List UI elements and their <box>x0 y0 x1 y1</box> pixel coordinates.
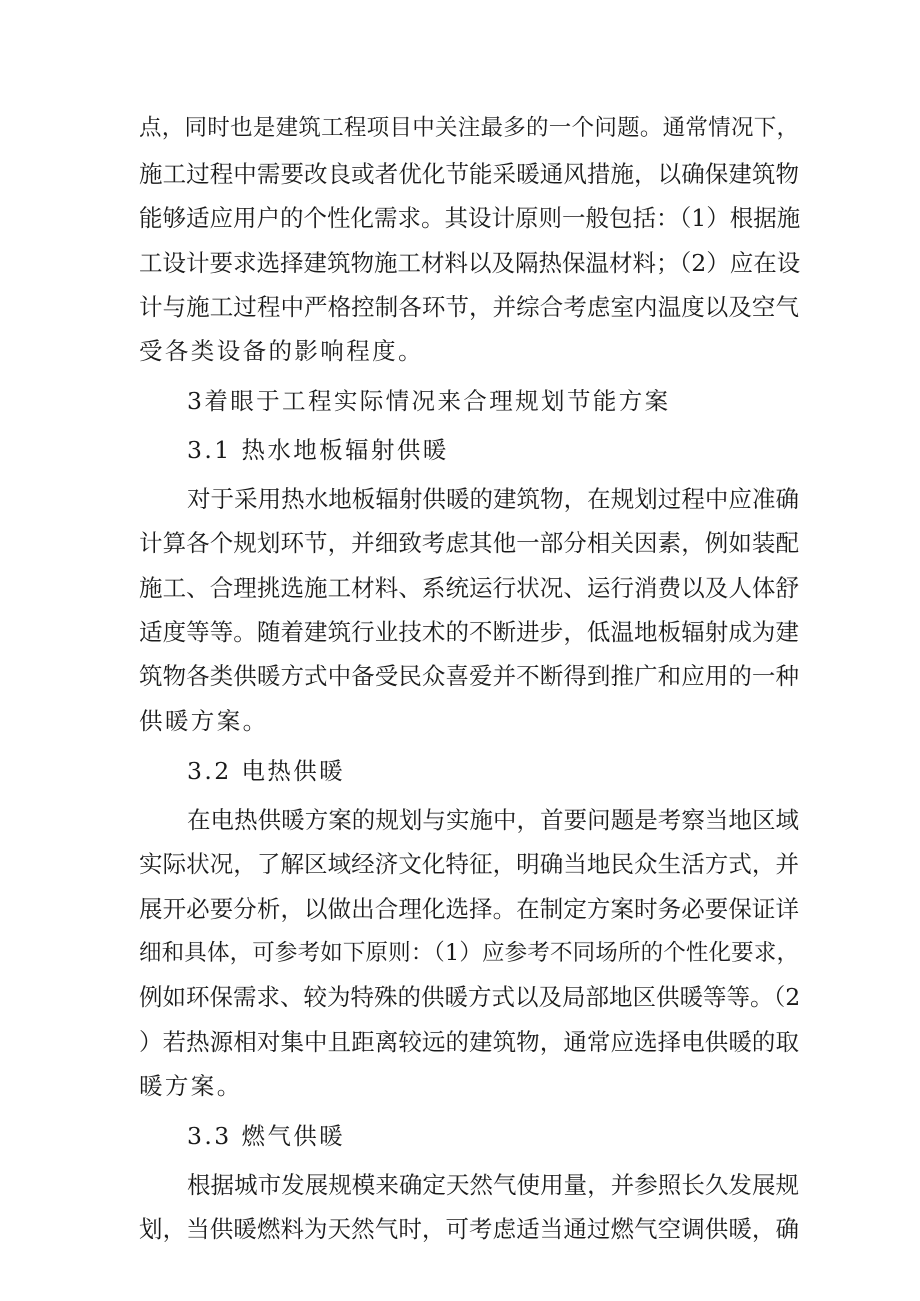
text-line: 工设计要求选择建筑物施工材料以及隔热保温材料；（2）应在设 <box>139 249 801 277</box>
text-line: 展开必要分析，以做出合理化选择。在制定方案时务必要保证详 <box>139 895 799 923</box>
text-line: 能够适应用户的个性化需求。其设计原则一般包括：（1）根据施 <box>139 204 801 232</box>
text-line: 适度等等。随着建筑行业技术的不断进步，低温地板辐射成为建 <box>139 618 799 646</box>
text-line: 点，同时也是建筑工程项目中关注最多的一个问题。通常情况下， <box>139 115 799 141</box>
text-line: 计与施工过程中严格控制各环节，并综合考虑室内温度以及空气 <box>139 293 799 321</box>
text-line: 实际状况，了解区域经济文化特征，明确当地民众生活方式，并 <box>139 850 799 878</box>
text-line: 计算各个规划环节，并细致考虑其他一部分相关因素，例如装配 <box>139 529 799 557</box>
text-line: 在电热供暖方案的规划与实施中，首要问题是考察当地区域 <box>187 806 799 834</box>
text-line: 例如环保需求、较为特殊的供暖方式以及局部地区供暖等等。（2 <box>139 983 801 1011</box>
text-line: 施工、合理挑选施工材料、系统运行状况、运行消费以及人体舒 <box>139 574 799 602</box>
text-line: 受各类设备的影响程度。 <box>139 337 424 365</box>
text-line: 根据城市发展规模来确定天然气使用量，并参照长久发展规 <box>187 1171 799 1199</box>
text-line: 筑物各类供暖方式中备受民众喜爱并不断得到推广和应用的一种 <box>139 662 799 690</box>
text-line: 细和具体，可参考如下原则：（1）应参考不同场所的个性化要求， <box>139 940 799 966</box>
text-line: 划，当供暖燃料为天然气时，可考虑适当通过燃气空调供暖，确 <box>139 1215 799 1243</box>
text-line: ）若热源相对集中且距离较远的建筑物，通常应选择电供暖的取 <box>139 1028 799 1056</box>
subsection-heading: 3.2 电热供暖 <box>187 757 346 785</box>
text-line: 暖方案。 <box>139 1072 243 1100</box>
subsection-heading: 3.1 热水地板辐射供暖 <box>187 436 449 464</box>
text-line: 对于采用热水地板辐射供暖的建筑物，在规划过程中应准确 <box>187 485 799 513</box>
text-line: 供暖方案。 <box>139 707 269 735</box>
text-line: 施工过程中需要改良或者优化节能采暖通风措施，以确保建筑物 <box>139 160 799 188</box>
subsection-heading: 3.3 燃气供暖 <box>187 1122 346 1150</box>
section-heading: 3着眼于工程实际情况来合理规划节能方案 <box>187 387 671 415</box>
